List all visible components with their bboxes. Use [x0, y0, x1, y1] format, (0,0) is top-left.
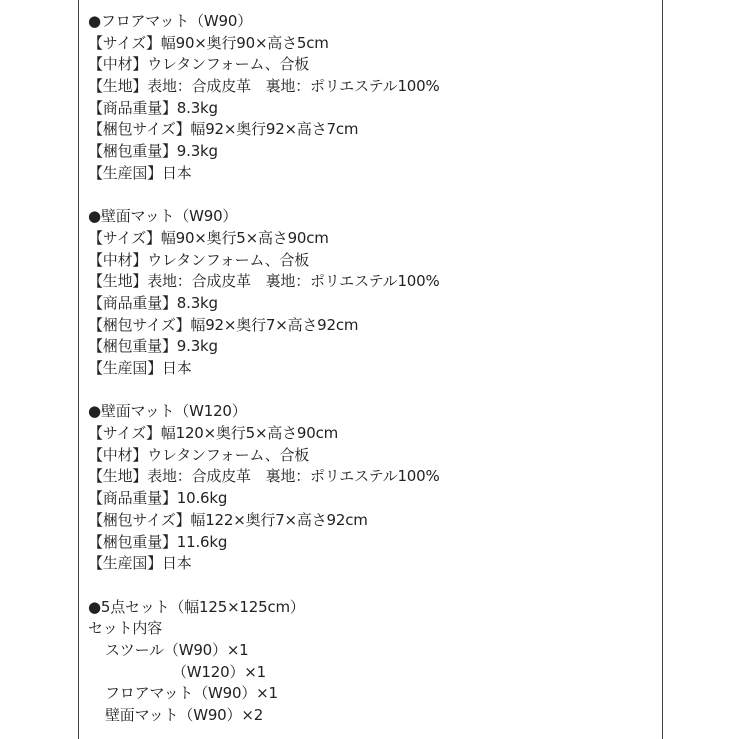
spacer: [88, 575, 653, 597]
spec-weight: 【商品重量】8.3kg: [88, 293, 218, 312]
spec-country: 【生産国】日本: [88, 163, 192, 182]
spec-filling: 【中材】ウレタンフォーム、合板: [88, 250, 310, 269]
section-title: ●フロアマット（W90）: [88, 12, 253, 30]
spec-fabric: 【生地】表地：合成皮革 裏地：ポリエステル100%: [88, 467, 440, 486]
spec-fabric: 【生地】表地：合成皮革 裏地：ポリエステル100%: [88, 77, 440, 96]
set-item-wall-mat: 壁面マット（W90）×2: [105, 706, 264, 724]
spec-section-set: [88, 597, 653, 727]
spec-package-size: 【梱包サイズ】幅92×奥行7×高さ92cm: [88, 315, 359, 334]
spacer: [88, 380, 653, 402]
spec-package-weight: 【梱包重量】9.3kg: [88, 337, 218, 356]
spec-package-size: 【梱包サイズ】幅92×奥行92×高さ7cm: [88, 120, 359, 139]
section-title: ●5点セット（幅125×125cm）: [88, 597, 305, 616]
spec-section-wall-mat-w120: [88, 401, 653, 575]
spec-section-floor-mat-w90: [88, 11, 653, 185]
set-item-stool-w120: （W120）×1: [172, 662, 266, 681]
spec-country: 【生産国】日本: [88, 359, 192, 377]
section-title: ●壁面マット（W120）: [88, 402, 247, 421]
spec-country: 【生産国】日本: [88, 554, 192, 573]
spec-package-weight: 【梱包重量】11.6kg: [88, 532, 228, 551]
spec-size: 【サイズ】幅90×奥行5×高さ90cm: [88, 228, 329, 247]
spec-size: 【サイズ】幅90×奥行90×高さ5cm: [88, 33, 329, 52]
section-title: ●壁面マット（W90）: [88, 207, 238, 226]
spec-weight: 【商品重量】8.3kg: [88, 98, 218, 117]
spec-filling: 【中材】ウレタンフォーム、合板: [88, 445, 310, 464]
spec-fabric: 【生地】表地：合成皮革 裏地：ポリエステル100%: [88, 272, 440, 291]
set-item-stool-w90: スツール（W90）×1: [105, 640, 249, 659]
spec-size: 【サイズ】幅120×奥行5×高さ90cm: [88, 424, 339, 443]
spec-package-size: 【梱包サイズ】幅122×奥行7×高さ92cm: [88, 510, 368, 529]
spec-list: [88, 11, 653, 727]
spec-filling: 【中材】ウレタンフォーム、合板: [88, 55, 310, 74]
set-contents-label: セット内容: [88, 619, 163, 638]
spec-section-wall-mat-w90: [88, 206, 653, 380]
spec-package-weight: 【梱包重量】9.3kg: [88, 142, 218, 161]
spec-weight: 【商品重量】10.6kg: [88, 489, 228, 508]
spacer: [88, 185, 653, 207]
set-item-floor-mat: フロアマット（W90）×1: [105, 684, 278, 703]
